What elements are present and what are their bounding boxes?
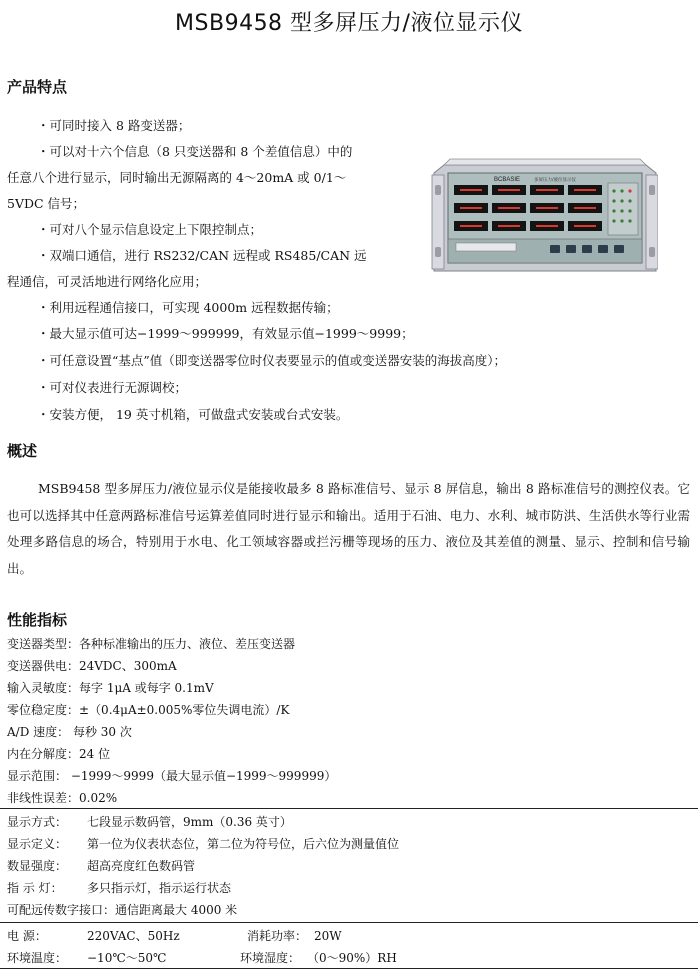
spec-row: 变送器类型：各种标准输出的压力、液位、差压变送器 — [7, 637, 296, 651]
display-row-label: 数显强度： — [7, 859, 68, 873]
display-row — [7, 880, 232, 896]
overview-paragraph: MSB9458 型多屏压力/液位显示仪是能接收最多 8 路标准信号、显示 8 屏信息，输出 8 路标准信号的测控仪表。它也可以选择其中任意两路标准信号运算差值同时进行显示和输出。适用于石油、电力、水利、城市防洪、生活供水等行业需处理多路信息的场合，特别用于水电、化工领域容器或拦污栅等现场的压力、液位及其差值的测量、显示、控制和信号输出。 — [7, 481, 690, 576]
power-label: 电 源： — [7, 929, 47, 943]
environment-row — [7, 950, 397, 966]
overview-heading: 概述 — [7, 442, 38, 460]
power-row — [7, 928, 342, 944]
feature-line: ・可对八个显示信息设定上下限控制点； — [37, 222, 263, 237]
spec-row: 非线性误差：0.02% — [7, 791, 118, 805]
device-brand: BCBASIE — [494, 177, 521, 183]
humidity-value: （0～90%）RH — [307, 951, 397, 965]
temp-value: −10℃～50℃ — [87, 951, 167, 965]
display-row-label: 显示定义： — [7, 837, 68, 851]
feature-line: 5VDC 信号； — [7, 196, 86, 211]
display-row-value: 多只指示灯，指示运行状态 — [87, 881, 232, 895]
consumption-label: 消耗功率： — [247, 929, 308, 943]
consumption-value: 20W — [314, 929, 342, 943]
spec-row: 变送器供电：24VDC、300mA — [7, 659, 177, 673]
feature-line: ・最大显示值可达−1999～999999，有效显示值−1999～9999； — [37, 326, 414, 341]
feature-line: ・可以对十六个信息（8 只变送器和 8 个差值信息）中的 — [37, 144, 353, 159]
feature-line: ・可任意设置“基点”值（即变送器零位时仪表要显示的值或变送器安装的海拔高度）； — [37, 353, 507, 368]
page-title: MSB9458 型多屏压力/液位显示仪 — [175, 11, 523, 36]
humidity-label: 环境湿度： — [240, 951, 301, 965]
feature-line: ・可对仪表进行无源调校； — [37, 380, 188, 395]
features-heading: 产品特点 — [7, 78, 68, 96]
display-row-value: 超高亮度红色数码管 — [87, 859, 196, 873]
device-photo — [430, 155, 658, 275]
feature-line: ・安装方便， 19 英寸机箱，可做盘式安装或台式安装。 — [37, 407, 349, 422]
display-row-label: 指 示 灯： — [7, 881, 63, 895]
device-illustration — [430, 155, 658, 275]
display-row — [7, 836, 400, 852]
feature-line: ・可同时接入 8 路变送器； — [37, 118, 191, 133]
specs-heading: 性能指标 — [7, 611, 68, 629]
spec-row: 显示范围： −1999～9999（最大显示值−1999～999999） — [7, 769, 337, 783]
divider — [0, 922, 698, 923]
display-row-label: 显示方式： — [7, 815, 68, 829]
temp-label: 环境温度： — [7, 951, 68, 965]
feature-line: 任意八个进行显示，同时输出无源隔离的 4～20mA 或 0/1～ — [7, 170, 347, 185]
spec-row: 零位稳定度：±（0.4μA±0.005%零位失调电流）/K — [7, 703, 290, 717]
feature-line: 程通信，可灵活地进行网络化应用； — [7, 274, 208, 289]
display-row-value: 七段显示数码管，9mm（0.36 英寸） — [87, 815, 292, 829]
divider — [0, 968, 698, 969]
spec-row: A/D 速度： 每秒 30 次 — [7, 725, 132, 739]
remote-interface-row: 可配远传数字接口：通信距离最大 4000 米 — [7, 903, 238, 917]
device-panel-text: 多屏压力/液位显示仪 — [534, 178, 577, 183]
device-indicator-leds — [608, 183, 638, 235]
feature-line: ・双端口通信，进行 RS232/CAN 远程或 RS485/CAN 远 — [37, 248, 367, 263]
feature-line: ・利用远程通信接口，可实现 4000m 远程数据传输； — [37, 300, 339, 315]
display-row — [7, 858, 196, 874]
display-row — [7, 814, 292, 830]
power-value: 220VAC、50Hz — [87, 929, 180, 943]
display-row-value: 第一位为仪表状态位，第二位为符号位，后六位为测量值位 — [87, 837, 400, 851]
spec-row: 内在分解度：24 位 — [7, 747, 111, 761]
divider — [0, 808, 698, 809]
spec-row: 输入灵敏度：每字 1μA 或每字 0.1mV — [7, 681, 214, 695]
